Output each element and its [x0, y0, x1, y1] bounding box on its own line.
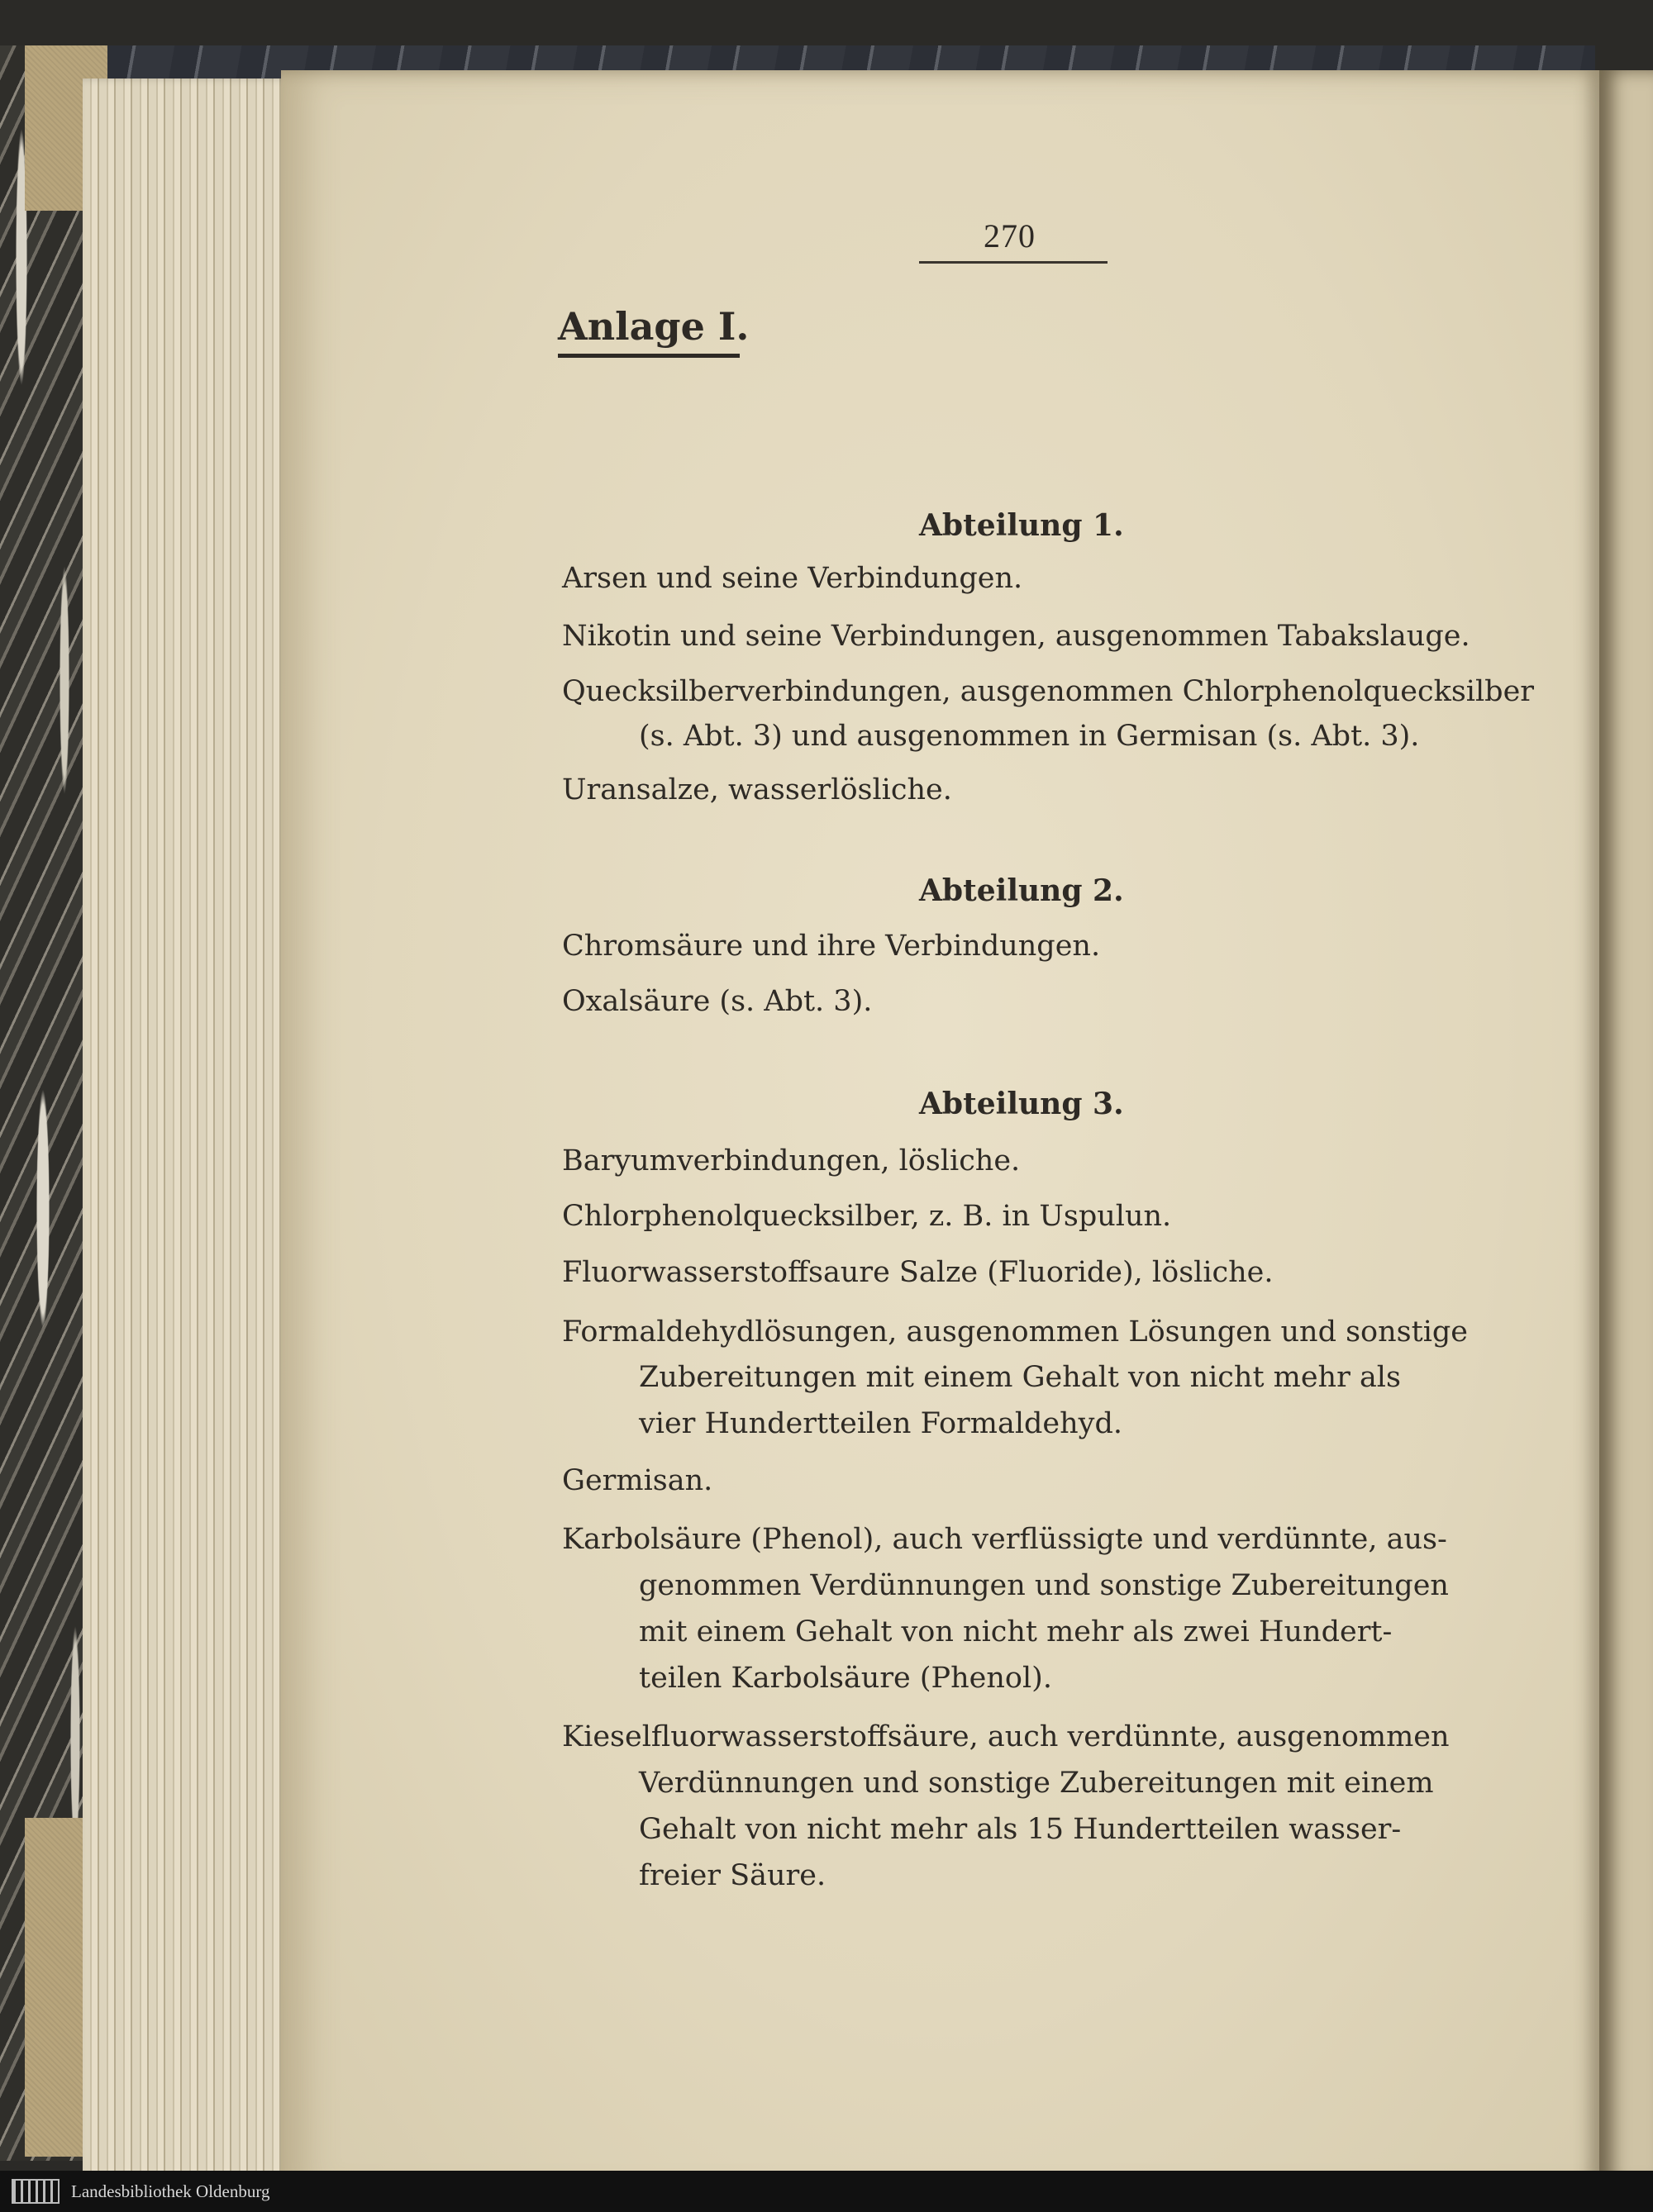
entry-line-continuation: freier Säure.	[639, 1859, 826, 1892]
section-heading-1: Abteilung 1.	[919, 508, 1124, 543]
entry-line: Baryumverbindungen, lösliche.	[562, 1144, 1021, 1177]
entry-line: Arsen und seine Verbindungen.	[562, 562, 1023, 595]
opposite-page-edge	[1599, 70, 1653, 2186]
entry-line-continuation: teilen Karbolsäure (Phenol).	[639, 1662, 1052, 1695]
entry-line: Karbolsäure (Phenol), auch verflüssigte und verdünnte, aus-	[562, 1523, 1447, 1556]
entry-line: Formaldehydlösungen, ausgenommen Lösungen und sonstige	[562, 1315, 1469, 1349]
library-name: Landesbibliothek Oldenburg	[71, 2181, 270, 2201]
entry-line-continuation: genommen Verdünnungen und sonstige Zubereitungen	[639, 1569, 1449, 1602]
entry-line-continuation: (s. Abt. 3) und ausgenommen in Germisan (s. Abt. 3).	[639, 720, 1420, 753]
entry-line-continuation: Gehalt von nicht mehr als 15 Hundertteilen wasser-	[639, 1813, 1402, 1846]
entry-line: Chlorphenolquecksilber, z. B. in Uspulun.	[562, 1200, 1172, 1233]
entry-line: Germisan.	[562, 1464, 713, 1497]
entry-line-continuation: Verdünnungen und sonstige Zubereitungen mit einem	[639, 1767, 1434, 1800]
entry-line-continuation: mit einem Gehalt von nicht mehr als zwei Hundert-	[639, 1615, 1393, 1648]
page-number-rule	[919, 261, 1108, 264]
annex-title: Anlage I.	[558, 304, 750, 349]
entry-line: Fluorwasserstoffsaure Salze (Fluoride), lösliche.	[562, 1256, 1274, 1289]
entry-line: Quecksilberverbindungen, ausgenommen Chlorphenolquecksilber	[562, 675, 1535, 708]
entry-line: Nikotin und seine Verbindungen, ausgenommen Tabakslauge.	[562, 620, 1470, 653]
page-number: 270	[984, 217, 1036, 254]
section-heading-2: Abteilung 2.	[919, 873, 1124, 908]
entry-line: Kieselfluorwasserstoffsäure, auch verdünnte, ausgenommen	[562, 1720, 1450, 1753]
entry-line-continuation: Zubereitungen mit einem Gehalt von nicht mehr als	[639, 1361, 1401, 1394]
entry-line: Chromsäure und ihre Verbindungen.	[562, 930, 1101, 963]
page-edges-stack	[83, 78, 306, 2202]
footer-bar	[0, 2171, 1653, 2212]
entry-line: Uransalze, wasserlösliche.	[562, 773, 952, 806]
annex-title-underline	[558, 354, 740, 358]
entry-line: Oxalsäure (s. Abt. 3).	[562, 985, 873, 1018]
entry-line-continuation: vier Hundertteilen Formaldehyd.	[639, 1407, 1122, 1440]
library-building-icon	[12, 2179, 60, 2204]
section-heading-3: Abteilung 3.	[919, 1087, 1124, 1121]
book-page	[281, 70, 1599, 2198]
